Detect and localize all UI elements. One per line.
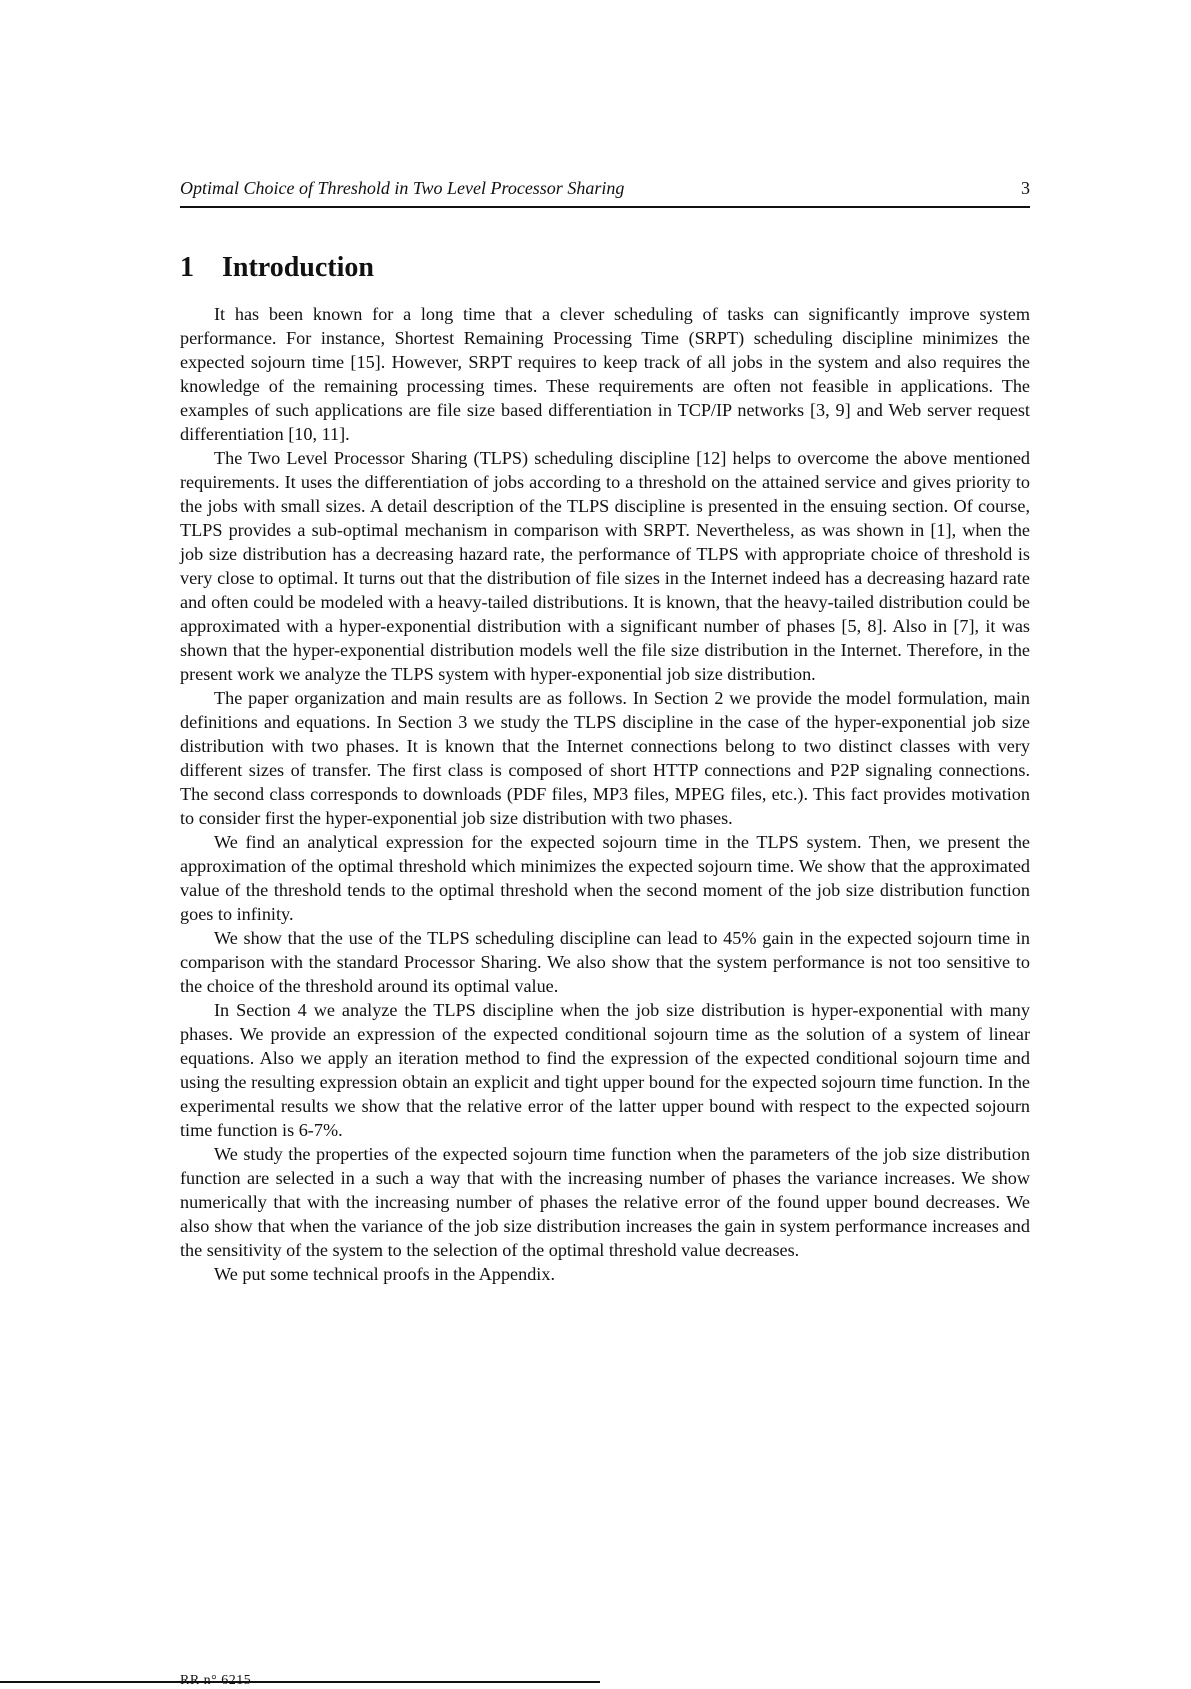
bottom-divider: [0, 1681, 600, 1683]
paragraph: We find an analytical expression for the expected sojourn time in the TLPS system. Then, we present the approximation of the optimal threshold which minimizes the expected sojourn time. We show that the approximated value of the threshold tends to the optimal threshold when the second moment of the job size distribution function goes to infinity.: [180, 832, 1030, 924]
section-number: 1: [180, 252, 194, 283]
page-number: 3: [1021, 178, 1030, 198]
running-header: [180, 178, 1030, 208]
paragraph: The paper organization and main results are as follows. In Section 2 we provide the model formulation, main definitions and equations. In Section 3 we study the TLPS discipline in the case of the hyper-exponential job size distribution with two phases. It is known that the Internet connections belong to two distinct classes with very different sizes of transfer. The first class is composed of short HTTP connections and P2P signaling connections. The second class corresponds to downloads (PDF files, MP3 files, MPEG files, etc.). This fact provides motivation to consider first the hyper-exponential job size distribution with two phases.: [180, 688, 1030, 828]
running-title: Optimal Choice of Threshold in Two Level Processor Sharing: [180, 178, 625, 198]
paragraph: The Two Level Processor Sharing (TLPS) scheduling discipline [12] helps to overcome the above mentioned requirements. It uses the differentiation of jobs according to a threshold on the attained service and gives priority to the jobs with small sizes. A detail description of the TLPS discipline is presented in the ensuing section. Of course, TLPS provides a sub-optimal mechanism in comparison with SRPT. Nevertheless, as was shown in [1], when the job size distribution has a decreasing hazard rate, the performance of TLPS with appropriate choice of threshold is very close to optimal. It turns out that the distribution of file sizes in the Internet indeed has a decreasing hazard rate and often could be modeled with a heavy-tailed distributions. It is known, that the heavy-tailed distribution could be approximated with a hyper-exponential distribution with a significant number of phases [5, 8]. Also in [7], it was shown that the hyper-exponential distribution models well the file size distribution in the Internet. Therefore, in the present work we analyze the TLPS system with hyper-exponential job size distribution.: [180, 448, 1030, 684]
paragraph: We put some technical proofs in the Appendix.: [214, 1264, 555, 1284]
section-body: [180, 302, 1030, 1286]
paragraph: We show that the use of the TLPS scheduling discipline can lead to 45% gain in the expected sojourn time in comparison with the standard Processor Sharing. We also show that the system performance is not too sensitive to the choice of the threshold around its optimal value.: [180, 928, 1030, 996]
section-heading: [180, 252, 374, 284]
paragraph: It has been known for a long time that a clever scheduling of tasks can significantly improve system performance. For instance, Shortest Remaining Processing Time (SRPT) scheduling discipline minimizes the expected sojourn time [15]. However, SRPT requires to keep track of all jobs in the system and also requires the knowledge of the remaining processing times. These requirements are often not feasible in applications. The examples of such applications are file size based differentiation in TCP/IP networks [3, 9] and Web server request differentiation [10, 11].: [180, 304, 1030, 444]
paragraph: We study the properties of the expected sojourn time function when the parameters of the job size distribution function are selected in a such a way that with the increasing number of phases the variance increases. We show numerically that with the increasing number of phases the relative error of the found upper bound decreases. We also show that when the variance of the job size distribution increases the gain in system performance increases and the sensitivity of the system to the selection of the optimal threshold value decreases.: [180, 1144, 1030, 1260]
section-title: Introduction: [222, 252, 374, 283]
paragraph: In Section 4 we analyze the TLPS discipline when the job size distribution is hyper-exponential with many phases. We provide an expression of the expected conditional sojourn time as the solution of a system of linear equations. Also we apply an iteration method to find the expression of the expected conditional sojourn time and using the resulting expression obtain an explicit and tight upper bound for the expected sojourn time function. In the experimental results we show that the relative error of the latter upper bound with respect to the expected sojourn time function is 6-7%.: [180, 1000, 1030, 1140]
